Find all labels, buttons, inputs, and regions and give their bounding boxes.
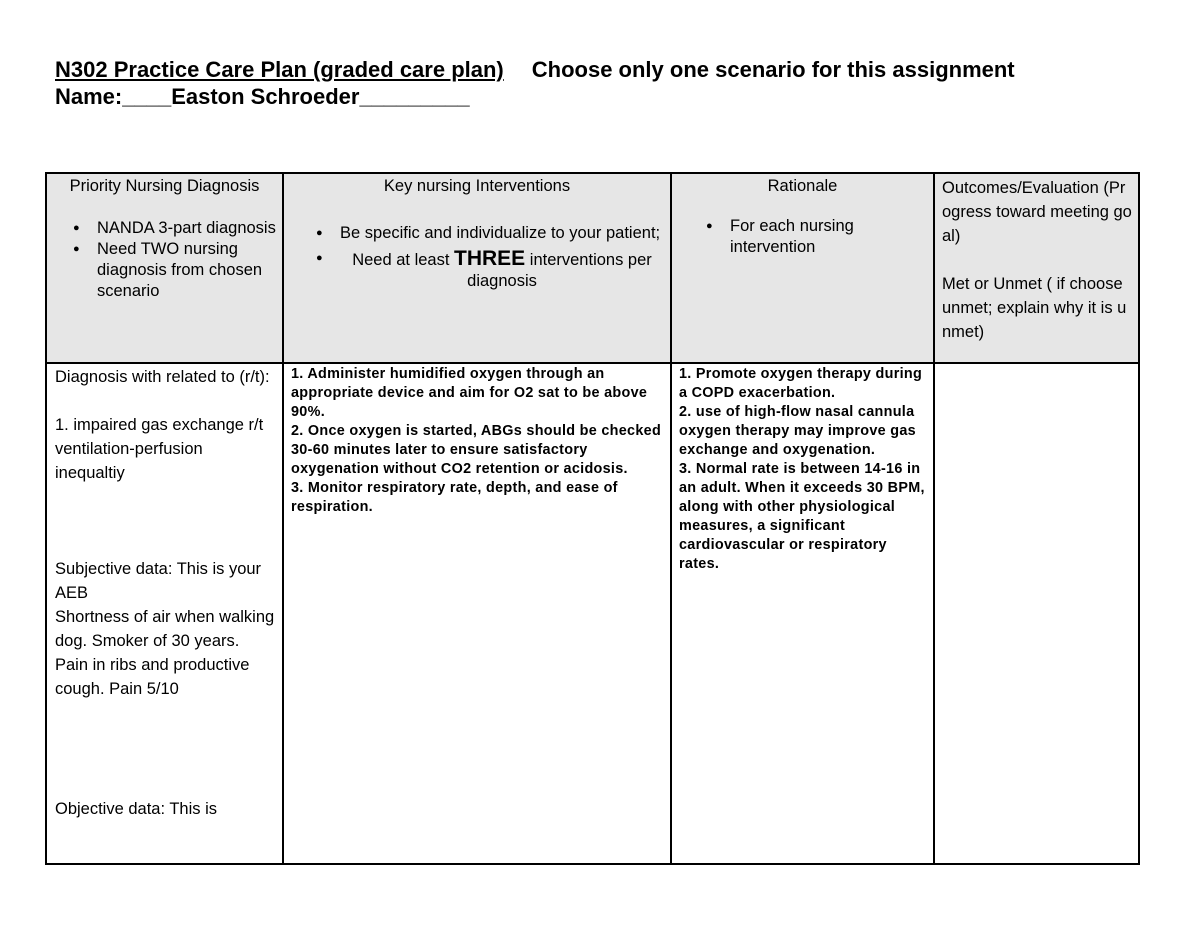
header-cell-outcomes [934, 173, 1139, 363]
diagnosis-label: Diagnosis with related to (r/t): [55, 368, 270, 386]
objective-data-label: Objective data: This is [55, 800, 218, 818]
care-plan-table [45, 172, 1140, 865]
header-cell-diagnosis [46, 173, 283, 363]
rationale-header [672, 174, 933, 258]
diagnosis-item: 1. impaired gas exchange r/t ventilation-perfusion inequaltiy [55, 416, 264, 482]
document-subtitle: Choose only one scenario for this assignment [531, 57, 1015, 82]
interventions-header-bullets [290, 223, 664, 292]
rationale-cell [671, 363, 934, 864]
list-item: ● NANDA 3-part diagnosis [71, 218, 276, 239]
header-line-1 [55, 56, 1175, 83]
diagnosis-header-bullets [53, 218, 276, 302]
rationale-header-title: Rationale [767, 177, 838, 195]
list-item [314, 248, 664, 292]
document-header [55, 56, 1175, 110]
interventions-header-title: Key nursing Interventions [383, 177, 571, 195]
table-header-row [46, 173, 1139, 363]
interventions-bullet2-pre: Need at least [352, 251, 455, 269]
interventions-bullet2-post: interventions per diagnosis [467, 251, 652, 290]
header-cell-interventions [283, 173, 671, 363]
outcomes-text [935, 364, 1138, 365]
header-cell-rationale [671, 173, 934, 363]
rationale-header-bullets [678, 216, 927, 258]
subjective-data-label: Subjective data: This is your AEB [55, 560, 262, 602]
subjective-data-text: Shortness of air when walking dog. Smoker of 30 years. Pain in ribs and productive cough. Pain 5/10 [55, 608, 275, 698]
interventions-cell [283, 363, 671, 864]
three-emphasis: THREE [454, 247, 526, 270]
rationale-text: 1. Promote oxygen therapy during a COPD exacerbation. 2. use of high-flow nasal cannula oxygen therapy may improve gas exchange and oxygenation. 3. Normal rate is between 14-16 in an adult. When it exceeds 30 BPM, along with other physiological measures, a significant cardiovascular or respiratory rates. [679, 366, 925, 572]
diagnosis-content [47, 364, 282, 821]
outcomes-cell [934, 363, 1139, 864]
list-item: ● Be specific and individualize to your patient; [314, 223, 664, 244]
interventions-header [284, 174, 670, 292]
outcomes-header-line2: Met or Unmet ( if choose unmet; explain why it is unmet) [942, 275, 1127, 341]
diagnosis-cell [46, 363, 283, 864]
outcomes-header [935, 174, 1138, 344]
interventions-text: 1. Administer humidified oxygen through an appropriate device and aim for O2 sat to be above 90%. 2. Once oxygen is started, ABGs should be checked 30-60 minutes later to ensure satisfactory oxygenation without CO2 retention or acidosis. 3. Monitor respiratory rate, depth, and ease of respiration. [291, 366, 662, 515]
list-item: ● Need TWO nursing diagnosis from chosen scenario [71, 239, 276, 302]
list-item: ● For each nursing intervention [704, 216, 927, 258]
document-title: N302 Practice Care Plan (graded care plan) [55, 57, 504, 82]
table-row [46, 363, 1139, 864]
outcomes-header-line1: Outcomes/Evaluation (Progress toward meeting goal) [942, 179, 1132, 245]
student-name-line: Name:____Easton Schroeder_________ [55, 84, 470, 109]
diagnosis-header [47, 174, 282, 302]
diagnosis-header-title: Priority Nursing Diagnosis [69, 177, 260, 195]
